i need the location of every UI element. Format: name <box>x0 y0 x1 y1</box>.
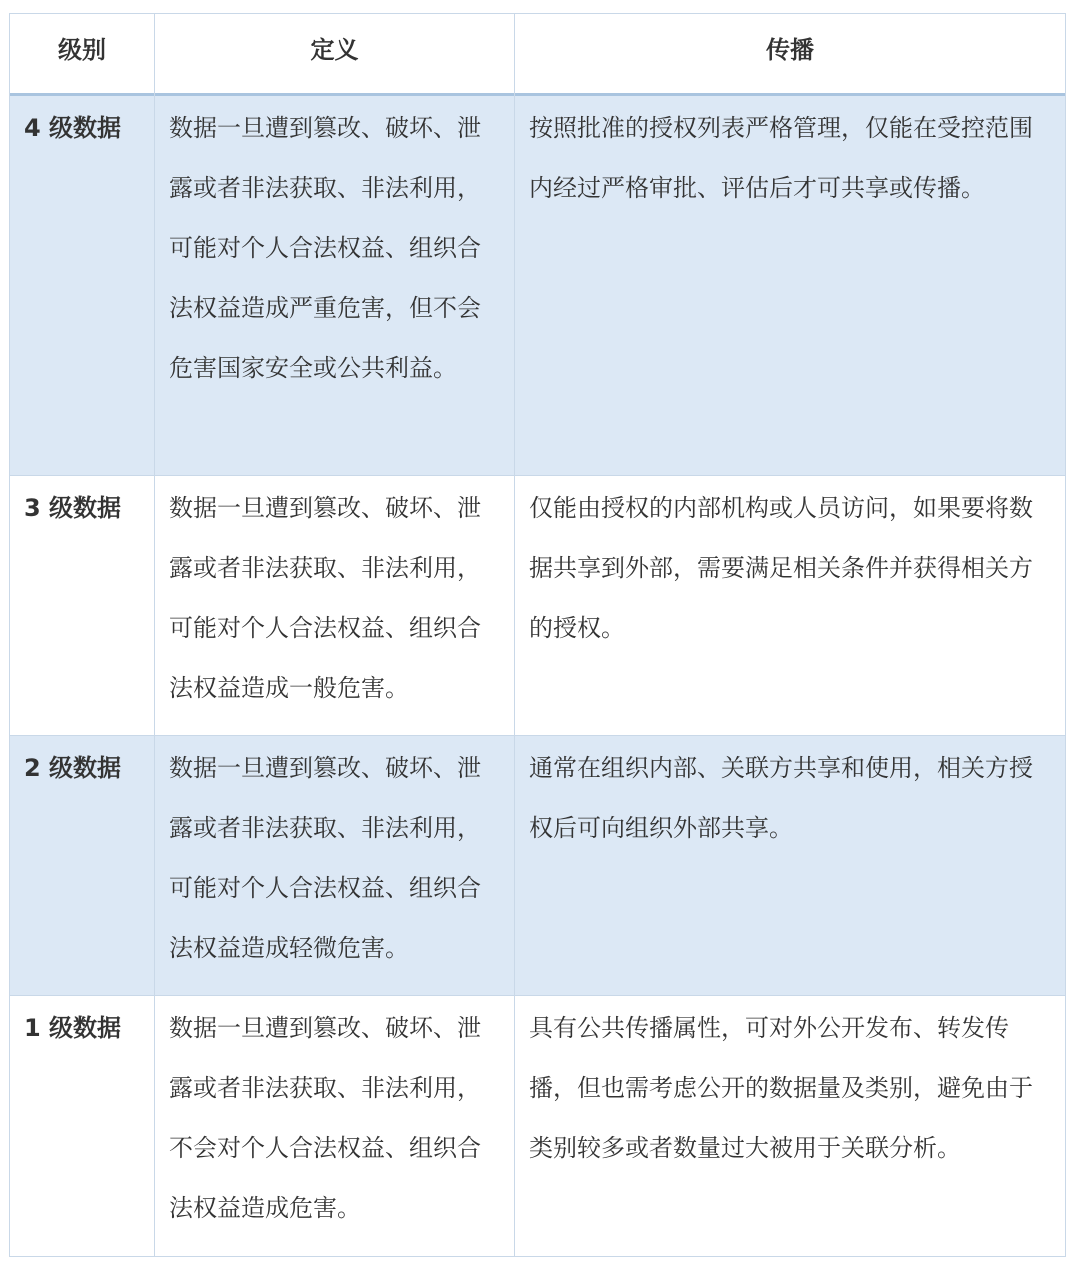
level-cell: 1 级数据 <box>10 984 155 1256</box>
level-cell: 3 级数据 <box>10 464 155 735</box>
propagation-cell: 仅能由授权的内部机构或人员访问，如果要将数据共享到外部，需要满足相关条件并获得相关方的授权。 <box>529 494 1033 642</box>
definition-cell: 数据一旦遭到篡改、破坏、泄露或者非法获取、非法利用，不会对个人合法权益、组织合法权益造成危害。 <box>155 984 515 1256</box>
propagation-cell: 通常在组织内部、关联方共享和使用，相关方授权后可向组织外部共享。 <box>529 754 1033 842</box>
data-classification-table <box>9 13 1066 1257</box>
table-row-level-1 <box>10 996 1065 1256</box>
level-cell: 2 级数据 <box>10 724 155 995</box>
header-level: 级别 <box>10 14 155 93</box>
table-row-level-3 <box>10 476 1065 736</box>
table-row-level-2 <box>10 736 1065 996</box>
definition-cell: 数据一旦遭到篡改、破坏、泄露或者非法获取、非法利用，可能对个人合法权益、组织合法权益造成轻微危害。 <box>155 724 515 995</box>
header-propagation: 传播 <box>766 36 814 64</box>
definition-cell: 数据一旦遭到篡改、破坏、泄露或者非法获取、非法利用，可能对个人合法权益、组织合法权益造成一般危害。 <box>155 464 515 735</box>
header-definition: 定义 <box>155 14 515 93</box>
level-cell: 4 级数据 <box>10 84 155 475</box>
propagation-cell: 按照批准的授权列表严格管理，仅能在受控范围内经过严格审批、评估后才可共享或传播。 <box>529 114 1033 202</box>
definition-cell: 数据一旦遭到篡改、破坏、泄露或者非法获取、非法利用，可能对个人合法权益、组织合法权益造成严重危害，但不会危害国家安全或公共利益。 <box>155 84 515 475</box>
propagation-cell: 具有公共传播属性，可对外公开发布、转发传播，但也需考虑公开的数据量及类别，避免由于类别较多或者数量过大被用于关联分析。 <box>529 1014 1033 1162</box>
table-row-level-4 <box>10 96 1065 476</box>
